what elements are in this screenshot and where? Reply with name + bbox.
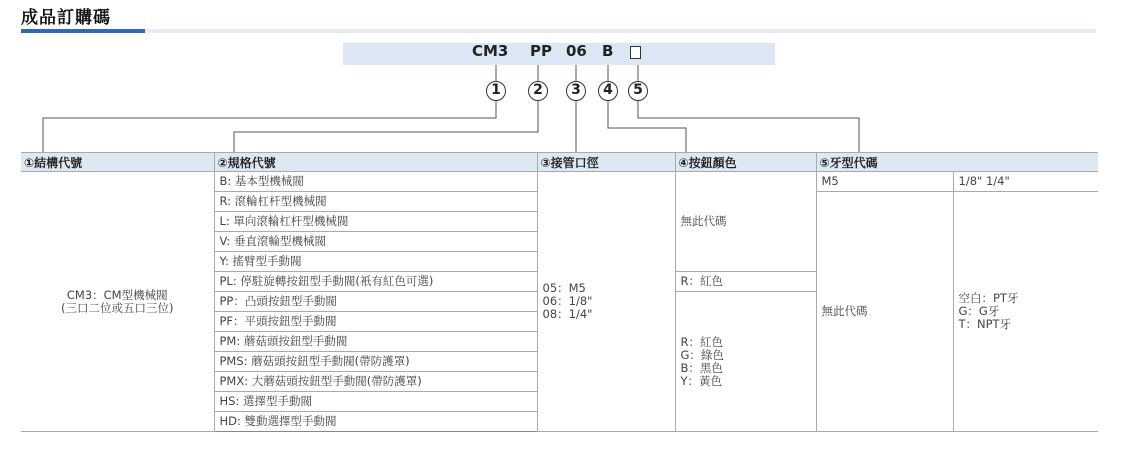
thread-m5-value: 1/8" 1/4" [953, 172, 1098, 192]
code-spec: PP [530, 42, 552, 60]
spec-item: L: 單向滾輪杠杆型機械閥 [214, 212, 537, 232]
spec-table [21, 152, 1098, 432]
spec-item: HD: 雙動選擇型手動閥 [214, 412, 537, 432]
header-port: ③接管口徑 [537, 153, 675, 172]
spec-item: V: 垂直滾輪型機械閥 [214, 232, 537, 252]
color-red-cell: R：紅色 [675, 272, 816, 292]
marker-5: 5 [628, 81, 648, 101]
spec-item: Y: 搖臂型手動閥 [214, 252, 537, 272]
marker-2: 2 [528, 81, 548, 101]
spec-item: PMX: 大蘑菇頭按鈕型手動閥(帶防護罩) [214, 372, 537, 392]
marker-4: 4 [598, 81, 618, 101]
code-color: B [602, 42, 614, 60]
table-row [21, 172, 1098, 192]
header-color: ④按鈕顏色 [675, 153, 816, 172]
structure-cell: CM3：CM型機械閥 (三口二位或五口三位) [21, 172, 214, 432]
marker-1: 1 [486, 81, 506, 101]
spec-item: B: 基本型機械閥 [214, 172, 537, 192]
connector-2 [234, 101, 538, 152]
header-thread: ⑤牙型代碼 [816, 153, 1098, 172]
spec-item: PF：平頭按鈕型手動閥 [214, 312, 537, 332]
color-multi-cell: R：紅色 G：綠色 B：黑色 Y：黃色 [675, 292, 816, 432]
spec-item: PM: 蘑菇頭按鈕型手動閥 [214, 332, 537, 352]
spec-item: PL: 停駐旋轉按鈕型手動閥(衹有紅色可選) [214, 272, 537, 292]
connector-5 [638, 101, 859, 152]
code-port: 06 [566, 42, 587, 60]
port-size-cell: 05：M5 06：1/8" 08：1/4" [537, 172, 675, 432]
code-model: CM3 [472, 42, 509, 60]
header-row [21, 153, 1098, 172]
header-structure: ①結構代號 [21, 153, 214, 172]
page-title: 成品訂購碼 [21, 8, 111, 28]
spec-item: HS: 選擇型手動閥 [214, 392, 537, 412]
spec-item: R: 滾輪杠杆型機械閥 [214, 192, 537, 212]
color-none-cell: 無此代碼 [675, 172, 816, 272]
connector-1 [43, 101, 496, 152]
spec-item: PMS: 蘑菇頭按鈕型手動閥(帶防護罩) [214, 352, 537, 372]
connector-4 [608, 101, 686, 152]
thread-m5-label: M5 [816, 172, 953, 192]
header-spec: ②規格代號 [214, 153, 537, 172]
marker-3: 3 [566, 81, 586, 101]
thread-types-cell: 空白：PT牙 G：G牙 T：NPT牙 [953, 192, 1098, 432]
thread-none-cell: 無此代碼 [816, 192, 953, 432]
spec-item: PP：凸頭按鈕型手動閥 [214, 292, 537, 312]
